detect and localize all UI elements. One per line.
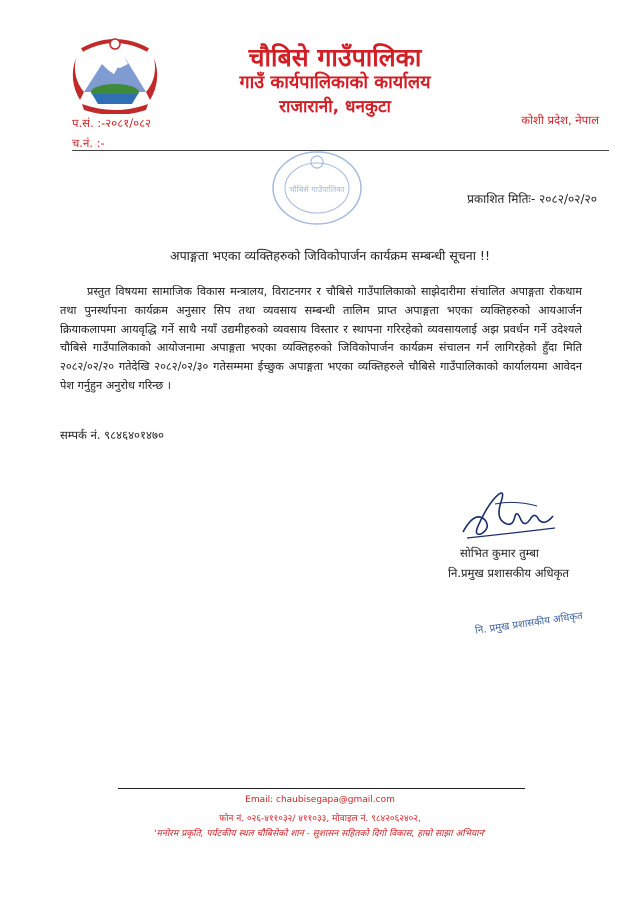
contact-number: सम्पर्क नं. ९८४६४०१४७० (60, 428, 164, 442)
signatory-name: सोभित कुमार तुम्बा (460, 546, 539, 560)
nepal-emblem-logo (62, 30, 168, 114)
published-date: प्रकाशित मितिः- २०८२/०२/२० (467, 192, 597, 206)
signature-image (455, 480, 575, 550)
footer-phone: फोन नं. ०२६-४११०३२/ ४११०३३, मोवाइल नं. ९८४२०६२४०२, (219, 814, 421, 824)
footer-email[interactable]: Email: chaubisegapa@gmail.com (245, 795, 395, 805)
office-location: राजारानी, धनकुटा (279, 97, 391, 117)
office-title: चौबिसे गाउँपालिका (248, 43, 422, 72)
notice-body: प्रस्तुत विषयमा सामाजिक विकास मन्त्रालय, विराटनगर र चौबिसे गाउँपालिकाको साझेदारीमा संचालित अपाङ्गता रोकथाम तथा पुनर्स्थापना कार्यक्रम अनुसार सिप तथा व्यवसाय सम्बन्धी तालिम प्राप्त अपाङ्गता भएका व्यक्तिहरुको आयआर्जन क्रियाकलापमा आयवृद्धि गर्ने साथै नयाँ उद्यमीहरुको व्यवसाय विस्तार र स्थापना गरिरहेको व्यवसायलाई अझ प्रवर्धन गर्ने उदेश्यले चौबिसे गाउँपालिकाको आयोजनामा अपाङ्गता भएका व्यक्तिहरुको जिविकोपार्जन कार्यक्रम संचालन गर्न लागिरहेको हुँदा मिति २०८२/०२/२० गतेदेखि २०८२/०२/३० गतेसम्ममा ईच्छुक अपाङ्गता भएका व्यक्तिहरुले चौबिसे गाउँपालिकाको कार्यालयमा आवेदन पेश गर्नुहुन अनुरोध गरिन्छ । (60, 285, 582, 392)
patra-sankhya: प.सं. :-२०८१/०८२ (72, 116, 152, 130)
office-subtitle: गाउँ कार्यपालिकाको कार्यालय (239, 72, 431, 93)
footer-slogan: 'मनोरम प्रकृति, पर्यटकीय स्थल चौबिसेको शान - सुशासन सहितको दिगो विकास, हाम्रो साझा अभियान' (154, 829, 486, 839)
signatory-title: नि.प्रमुख प्रशासकीय अधिकृत (448, 566, 569, 580)
designation-seal (470, 598, 595, 638)
stamp-text: चौबिसे गाउँपालिका (289, 185, 345, 194)
notice-subject: अपाङ्गता भएका व्यक्तिहरुको जिविकोपार्जन कार्यक्रम सम्बन्धी सूचना !! (170, 248, 490, 263)
footer-divider (118, 788, 525, 789)
province-label: कोशी प्रदेश, नेपाल (521, 113, 599, 127)
office-stamp (270, 148, 365, 228)
chalani-number: च.नं. :- (72, 136, 105, 150)
seal-text: नि. प्रमुख प्रशासकीय अधिकृत (474, 610, 584, 637)
